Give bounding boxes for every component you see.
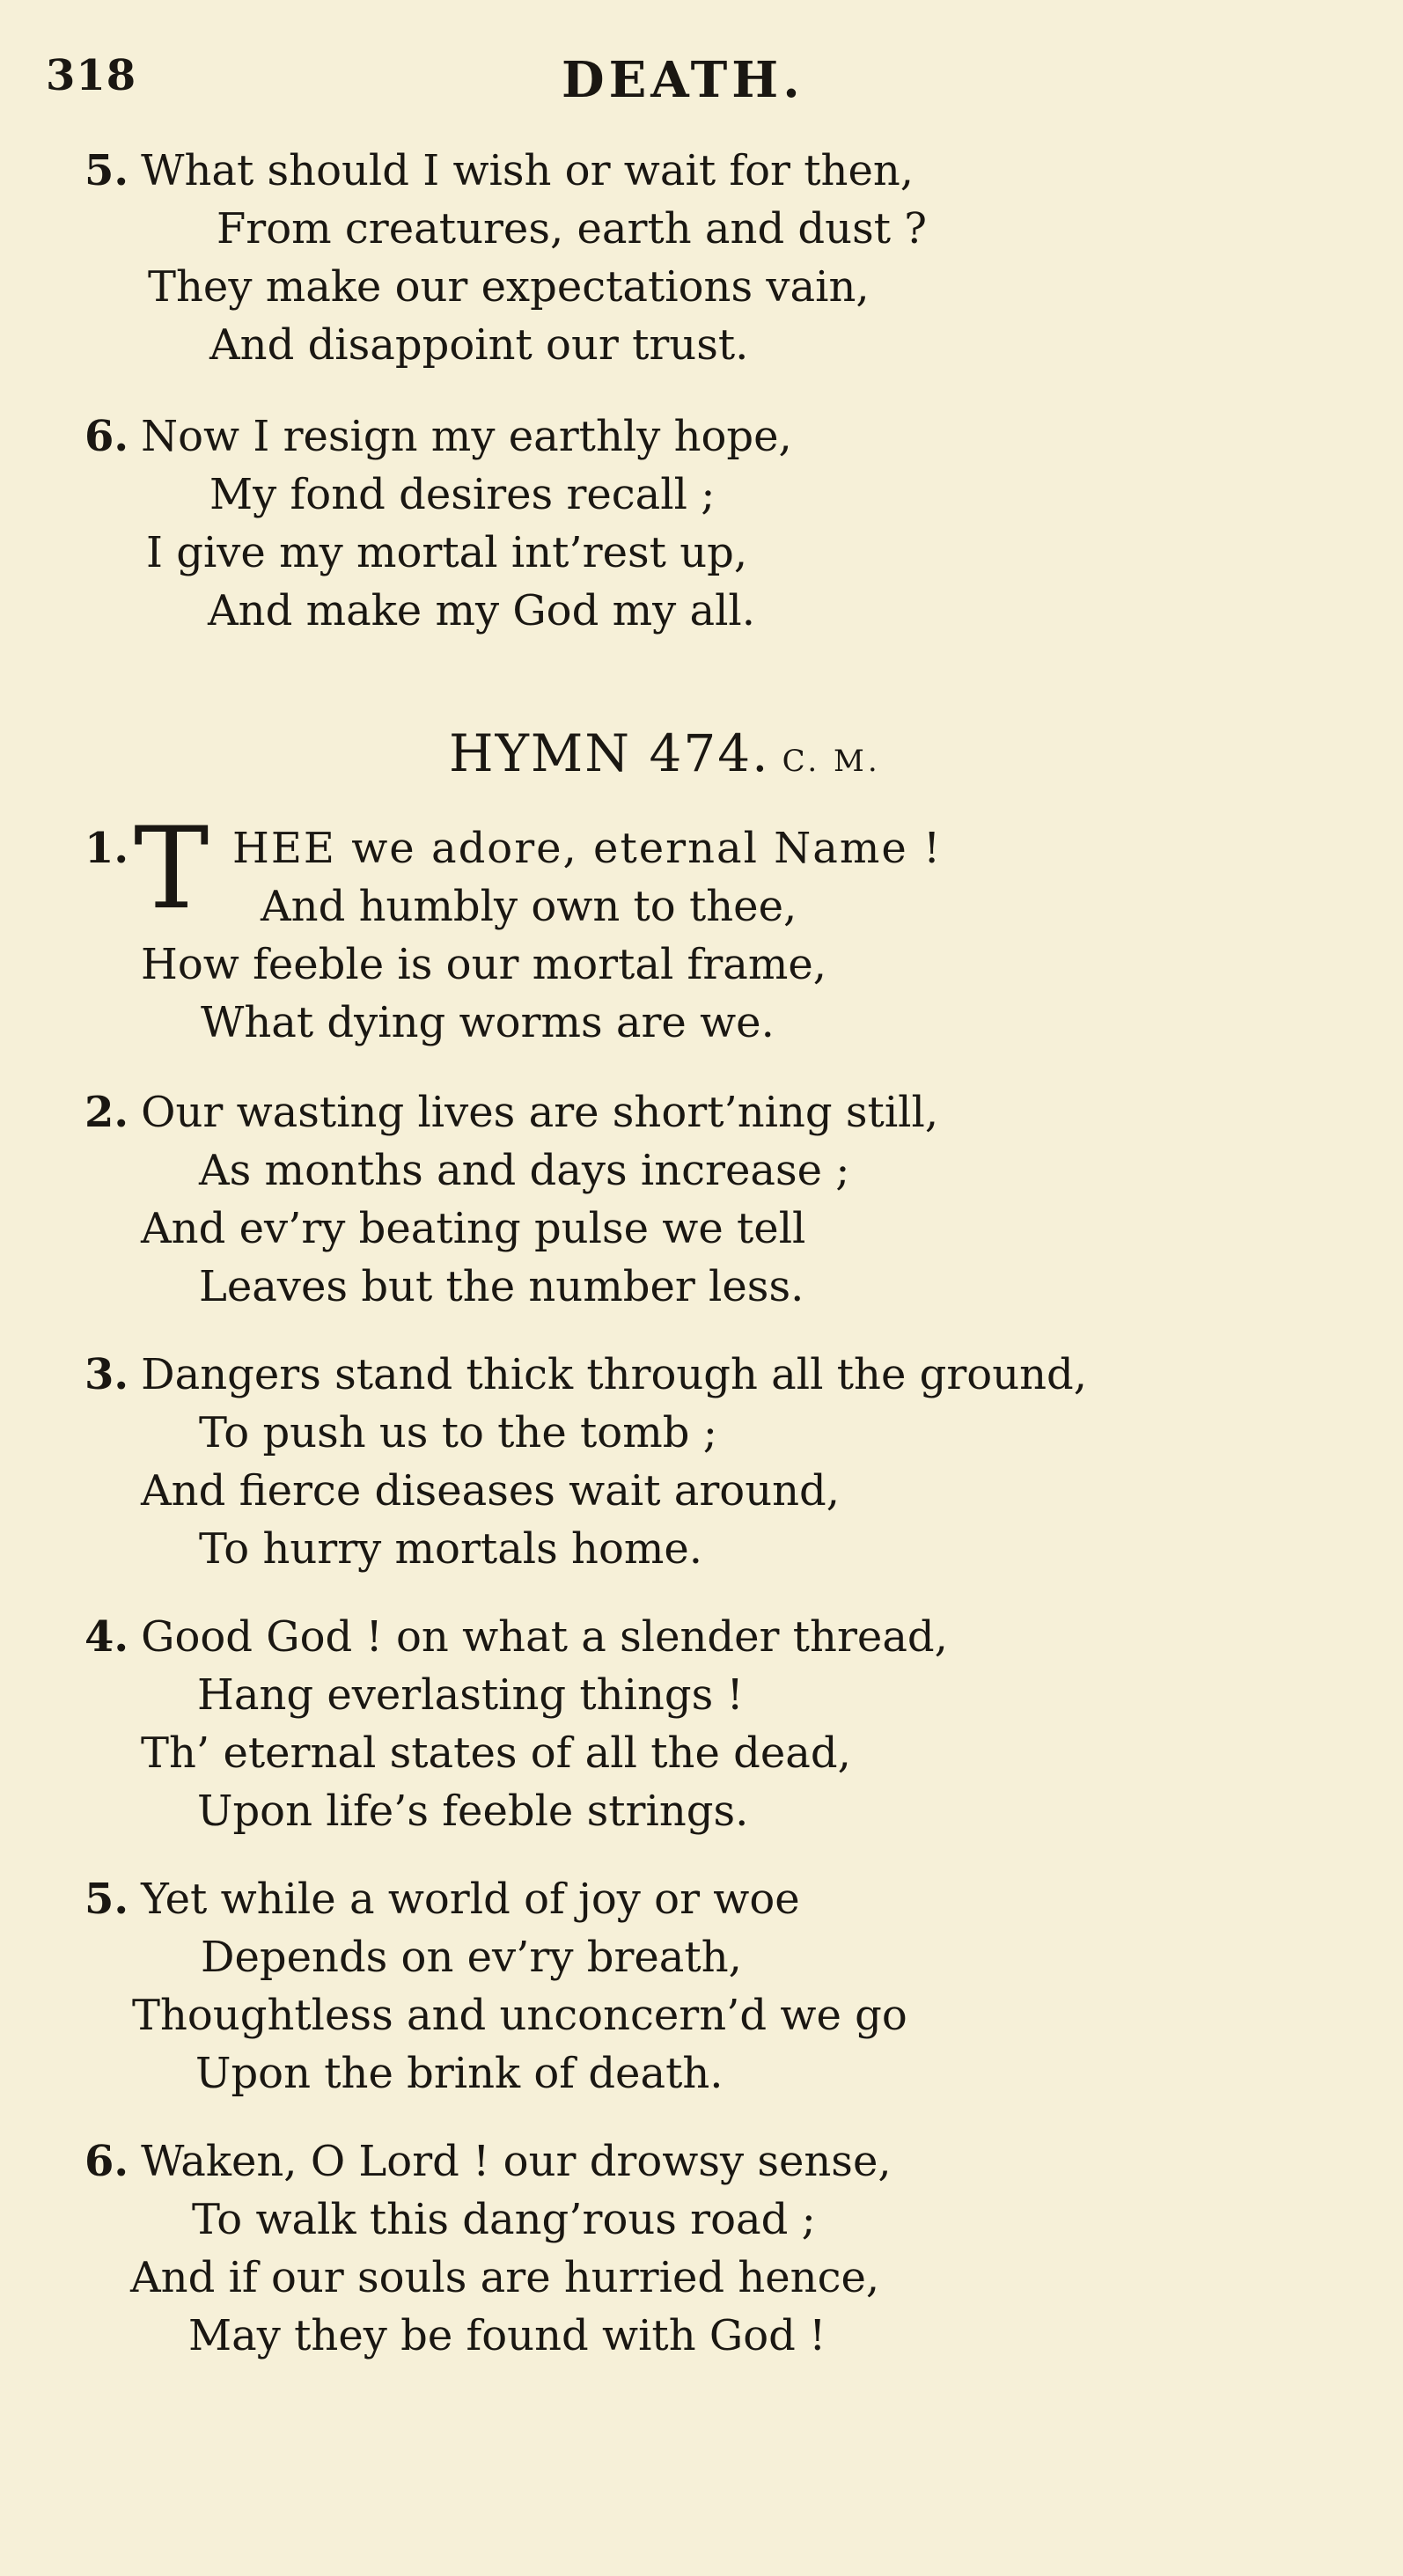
- verse-line: From creatures, earth and dust ?: [217, 204, 927, 253]
- verse-line: And disappoint our trust.: [209, 320, 749, 370]
- verse-text: Yet while a world of joy or woe: [141, 1875, 800, 1924]
- verse-line: What dying worms are we.: [201, 998, 775, 1047]
- page-header: [0, 51, 1403, 113]
- stanza-number: 2.: [84, 1088, 129, 1137]
- verse-line: Upon the brink of death.: [195, 2049, 724, 2098]
- stanza-number: 4.: [84, 1612, 129, 1662]
- verse-line: Thoughtless and unconcern’d we go: [132, 1991, 907, 2040]
- verse-line: Leaves but the number less.: [199, 1262, 804, 1311]
- stanza-line: [84, 2135, 892, 2188]
- verse-line: I give my mortal int’rest up,: [146, 528, 748, 577]
- verse-line: HEE we adore, eternal Name !: [232, 824, 943, 873]
- verse-line: And make my God my all.: [208, 586, 756, 635]
- stanza-line: [84, 1611, 948, 1663]
- stanza-number: 6.: [84, 412, 129, 461]
- verse-line: To push us to the tomb ;: [199, 1408, 717, 1457]
- running-head: DEATH.: [562, 51, 804, 109]
- verse-line: As months and days increase ;: [199, 1146, 850, 1195]
- verse-text: Good God ! on what a slender thread,: [141, 1612, 948, 1662]
- verse-line: To walk this dang’rous road ;: [192, 2195, 816, 2244]
- verse-line: Depends on ev’ry breath,: [201, 1933, 742, 1982]
- verse-text: What should I wish or wait for then,: [141, 146, 915, 195]
- verse-line: And ev’ry beating pulse we tell: [141, 1204, 806, 1253]
- verse-text: Waken, O Lord ! our drowsy sense,: [141, 2137, 892, 2186]
- verse-text: Dangers stand thick through all the ground,: [141, 1350, 1087, 1399]
- hymn-meter: C. M.: [782, 744, 881, 779]
- stanza-line: [84, 1086, 938, 1139]
- stanza-number-line: [84, 822, 141, 875]
- hymn-title: [449, 723, 881, 783]
- stanza-number: 5.: [84, 1875, 129, 1924]
- verse-line: How feeble is our mortal frame,: [141, 940, 827, 989]
- drop-cap: T: [134, 804, 209, 935]
- stanza-line: [84, 410, 792, 463]
- verse-text: Our wasting lives are short’ning still,: [141, 1088, 939, 1137]
- verse-line: May they be found with God !: [188, 2311, 826, 2360]
- verse-line: And fierce diseases wait around,: [141, 1466, 841, 1516]
- stanza-number: 6.: [84, 2137, 129, 2186]
- stanza-number: 5.: [84, 146, 129, 195]
- verse-line: My fond desires recall ;: [209, 470, 716, 519]
- verse-line: They make our expectations vain,: [148, 262, 870, 312]
- verse-line: Upon life’s feeble strings.: [197, 1787, 749, 1836]
- stanza-line: [84, 1873, 800, 1926]
- stanza-number: 3.: [84, 1350, 129, 1399]
- verse-line: And if our souls are hurried hence,: [130, 2253, 880, 2302]
- stanza-number: 1.: [84, 824, 129, 873]
- verse-line: Th’ eternal states of all the dead,: [141, 1728, 851, 1778]
- verse-line: Hang everlasting things !: [197, 1670, 744, 1720]
- verse-line: To hurry mortals home.: [199, 1524, 703, 1574]
- page-number: 318: [46, 51, 137, 100]
- verse-text: Now I resign my earthly hope,: [141, 412, 792, 461]
- stanza-line: [84, 144, 914, 197]
- hymn-number-title: HYMN 474.: [449, 723, 770, 783]
- verse-line: And humbly own to thee,: [261, 882, 797, 931]
- stanza-line: [84, 1348, 1087, 1401]
